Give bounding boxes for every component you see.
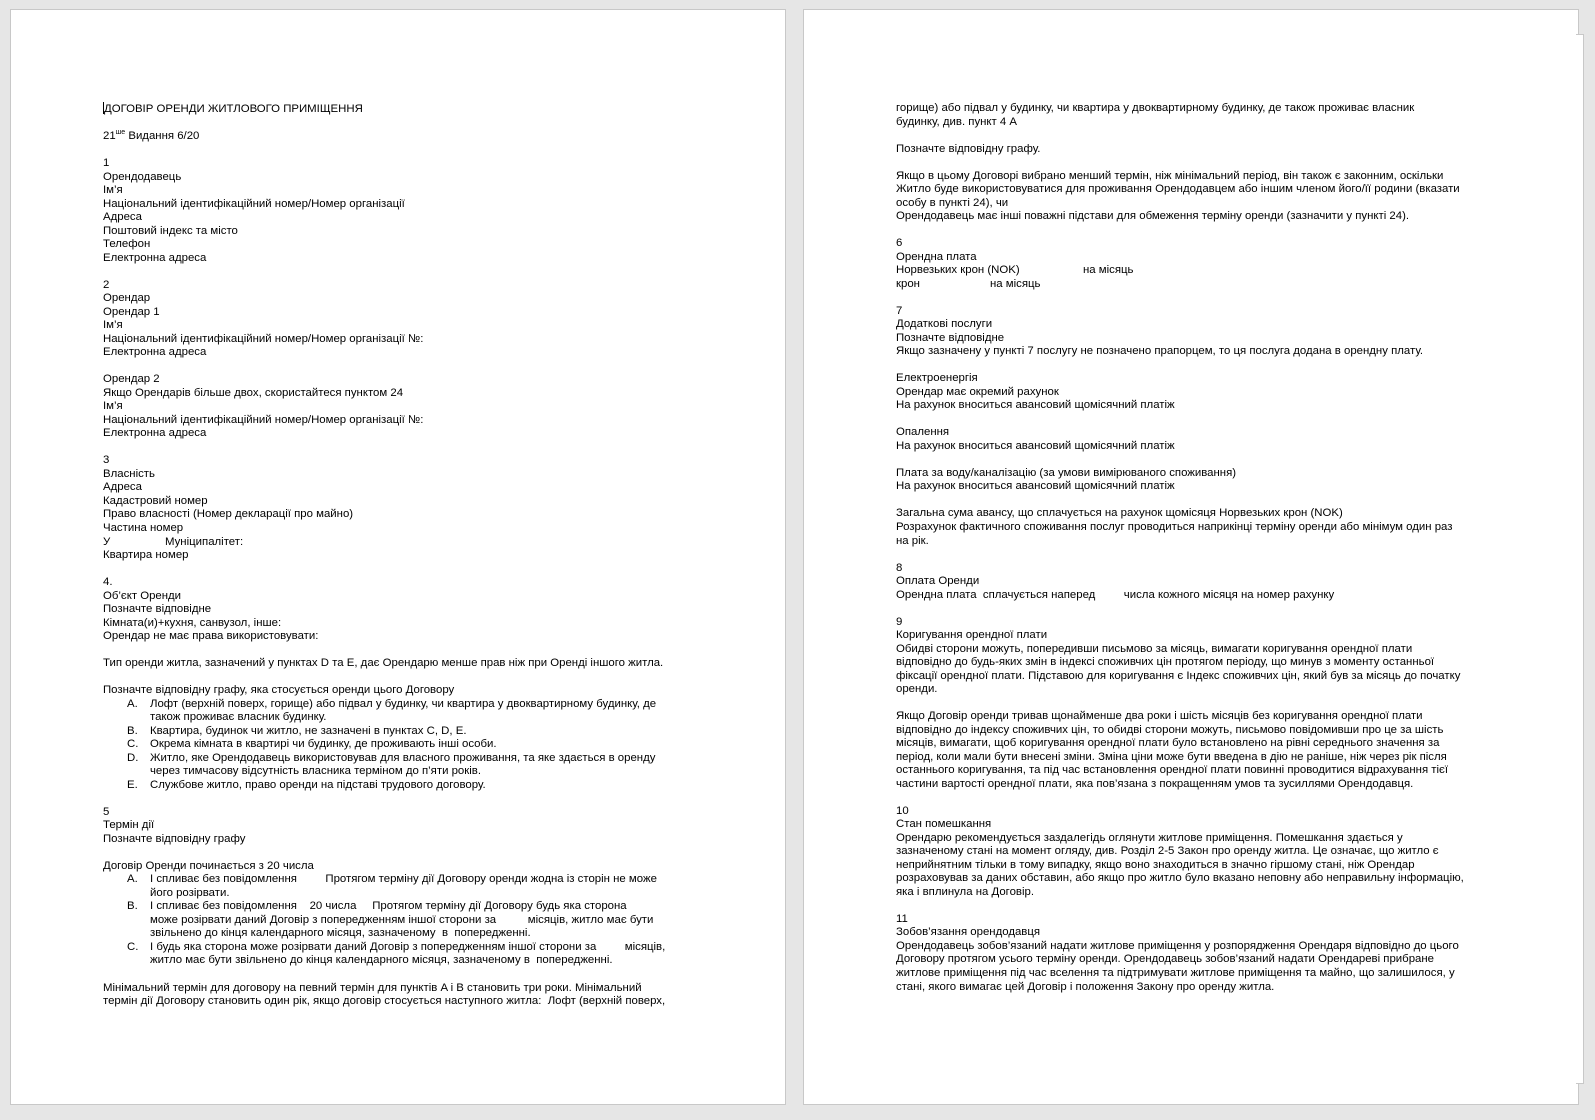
rent-krone-line: крон на місяць	[896, 277, 1041, 290]
body-line: Якщо Договір оренди тривав щонайменше два роки і шість місяців без коригування орендної плати	[896, 710, 1423, 723]
body-line: термін дії Договору становить один рік, якщо договір стосується наступного житла: Лофт (верхній поверх,	[103, 995, 666, 1008]
field-label: Квартира номер	[103, 549, 189, 562]
body-line: Мінімальний термін для договору на певний термін для пунктів A і B становить три роки. Мінімальний	[103, 981, 642, 994]
section-number: 4.	[103, 576, 113, 589]
body-line: Орендодавець зобов’язаний надати житлове приміщення у розпорядження Орендаря відповідно до цього	[896, 939, 1459, 952]
section-heading: Зобов’язання орендодавця	[896, 926, 1041, 939]
list-item: B. І спливає без повідомлення 20 числа Протягом терміну дії Договору будь яка сторона може розірвати даний Договір з попередженням іншої сторони за місяців, житло має бути звільнено до кінця календарного місяця, зазначеному в попередженні.	[127, 900, 654, 940]
section-number: 10	[896, 804, 909, 817]
body-line: Позначте відповідну графу	[103, 832, 246, 845]
subsection-label: Орендар 1	[103, 305, 160, 318]
field-label: Адреса	[103, 481, 142, 494]
body-line: горище) або підвал у будинку, чи квартира у двоквартирному будинку, де також проживає власник	[896, 102, 1415, 114]
section-heading: Орендодавець	[103, 170, 182, 183]
section-number: 8	[896, 561, 903, 574]
body-line: Якщо зазначену у пункті 7 послугу не позначено прапорцем, то ця послуга додана в орендну плату.	[896, 345, 1424, 358]
field-label: Електронна адреса	[103, 251, 207, 264]
rent-nok-line: Норвезьких крон (NOK) на місяць	[896, 264, 1134, 277]
service-heading: Опалення	[896, 426, 950, 439]
page-2-text	[896, 102, 1496, 994]
field-label: Електронна адреса	[103, 346, 207, 359]
section-heading: Оплата Оренди	[896, 575, 980, 588]
body-line: На рахунок вноситься авансовий щомісячний платіж	[896, 399, 1175, 412]
field-label: Частина номер	[103, 521, 184, 534]
body-line: період, коли мали бути внесені зміни. Зміна ціни може бути введена в дію не раніше, ніж через рік після	[896, 750, 1447, 763]
field-label: Ім’я	[103, 184, 123, 197]
subsection-label: Орендар 2	[103, 373, 160, 386]
body-paragraph: Тип оренди житла, зазначений у пунктах D та E, дає Орендарю менше прав ніж при Оренді іншого житла.	[103, 657, 664, 670]
body-line: особу в пункті 24), чи	[896, 196, 1009, 209]
list-item: A. І спливає без повідомлення Протягом терміну дії Договору оренди жодна із сторін не може його розірвати.	[127, 873, 657, 899]
section-heading: Орендна плата	[896, 250, 977, 263]
body-line: Орендарю рекомендується заздалегідь оглянути житлове приміщення. Помешкання здається у	[896, 831, 1403, 844]
body-line: Загальна сума авансу, що сплачується на рахунок щомісяця Норвезьких крон (NOK)	[896, 507, 1343, 520]
field-label: Право власності (Номер декларації про майно)	[103, 508, 354, 521]
body-line: Позначте відповідне	[896, 331, 1005, 344]
list-item: C. Окрема кімната в квартирі чи будинку, де проживають інші особи.	[127, 738, 497, 751]
section-heading: Стан помешкання	[896, 818, 992, 831]
section-heading: Коригування орендної плати	[896, 629, 1048, 642]
service-heading: Плата за воду/каналізацію (за умови вимірюваного споживання)	[896, 466, 1237, 479]
body-line: Позначте відповідну графу, яка стосується оренди цього Договору	[103, 684, 455, 697]
section-heading: Об’єкт Оренди	[103, 589, 182, 602]
body-line: Орендодавець має інші поважні підстави для обмеження терміну оренди (зазначити у пункті 24).	[896, 210, 1410, 223]
body-line: Обидві сторони можуть, попередивши письмово за місяць, вимагати коригування орендної плати	[896, 642, 1413, 655]
body-line: На рахунок вноситься авансовий щомісячний платіж	[896, 439, 1175, 452]
body-line: Орендар має окремий рахунок	[896, 385, 1059, 398]
section-number: 6	[896, 237, 903, 250]
body-line: фіксації орендної плати. Підставою для коригування є Індекс споживчих цін, який був за місяць до початку	[896, 669, 1461, 682]
body-line: відповідно до будь-яких змін в індексі споживчих цін протягом періоду, що минув з моменту останньої	[896, 656, 1435, 669]
next-page-edge	[1576, 34, 1584, 1084]
body-line: Орендар не має права використовувати:	[103, 630, 319, 643]
field-label: Національний ідентифікаційний номер/Номер організації №:	[103, 332, 424, 345]
section-number: 9	[896, 615, 903, 628]
body-line: Договір Оренди починається з 20 числа	[103, 859, 314, 872]
body-line: зазначеному стані на момент огляду, див. Розділ 2-5 Закон про оренду житла. Це означає, що житло є	[896, 845, 1439, 858]
section-heading: Орендар	[103, 292, 151, 305]
body-line: відповідно до індексу споживчих цін, то обидві сторони можуть, письмово повідомивши про це за шість	[896, 723, 1444, 736]
document-title[interactable]: ДОГОВІР ОРЕНДИ ЖИТЛОВОГО ПРИМІЩЕННЯ	[104, 103, 363, 115]
body-line: розраховував за даних обставин, або якщо про житло було вказано неповну або неправильну інформацію,	[896, 872, 1464, 885]
body-line: стані, якого вимагає цей Договір і положення Закону про оренду житла.	[896, 980, 1275, 993]
document-page-2	[803, 9, 1579, 1105]
body-line: Кімната(и)+кухня, санвузол, інше:	[103, 616, 282, 629]
section-number: 11	[896, 912, 908, 925]
body-line: на рік.	[896, 534, 929, 547]
field-label: Якщо Орендарів більше двох, скористайтеся пунктом 24	[103, 386, 404, 399]
field-label: Електронна адреса	[103, 427, 207, 440]
body-line: частини вартості орендної плати, яка пов’язана з покращенням умов та зусиллями Орендодавця.	[896, 777, 1414, 790]
body-line: Розрахунок фактичного споживання послуг проводиться наприкінці терміну оренди або мінімум один раз	[896, 520, 1453, 533]
service-heading: Електроенергія	[896, 372, 978, 385]
field-label: Кадастровий номер	[103, 494, 208, 507]
field-label: Національний ідентифікаційний номер/Номер організації №:	[103, 413, 424, 426]
body-line: будинку, див. пункт 4 A	[896, 115, 1018, 128]
list-item: A. Лофт (верхній поверх, горище) або підвал у будинку, чи квартира у двоквартирному будинку, де також проживає власник будинку.	[127, 697, 657, 724]
body-line: житлове приміщення під час вселення та підтримувати житлове приміщення та майно, що залишилося, у	[896, 967, 1455, 979]
field-label: Поштовий індекс та місто	[103, 224, 238, 237]
section-number: 1	[103, 157, 110, 170]
body-line: місяців, вимагати, щоб коригування орендної плати було встановлено на рівні середнього значення за	[896, 737, 1440, 750]
body-line: Житло буде використовуватися для проживання Орендодавцем або іншим членом його/її родини (вказати	[896, 183, 1460, 196]
body-line: Договору протягом усього терміну оренди. Орендодавець зобов’язаний надати Орендареві прибране	[896, 953, 1434, 966]
body-line: Орендна плата сплачується наперед числа кожного місяця на номер рахунку	[896, 588, 1335, 601]
section-heading: Додаткові послуги	[896, 318, 993, 331]
field-label: Адреса	[103, 211, 142, 224]
section-number: 7	[896, 304, 903, 317]
list-item: E. Службове житло, право оренди на підставі трудового договору.	[127, 778, 486, 791]
section-heading: Термін дії	[103, 819, 155, 832]
section-number: 2	[103, 278, 110, 291]
page-1-text	[103, 102, 703, 1009]
body-line: На рахунок вноситься авансовий щомісячний платіж	[896, 480, 1175, 493]
section-number: 3	[103, 454, 110, 467]
municipality-line: У Муніципалітет:	[103, 535, 244, 548]
field-label: Ім’я	[103, 400, 123, 413]
body-line: Позначте відповідне	[103, 603, 212, 616]
field-label: Ім’я	[103, 319, 123, 332]
list-item: B. Квартира, будинок чи житло, не зазначені в пунктах C, D, E.	[127, 724, 467, 737]
document-page-1	[10, 9, 786, 1105]
section-number: 5	[103, 805, 110, 818]
body-line: неприйнятним тільки в тому випадку, якщо воно знаходиться в значно гіршому стані, ніж Орендар	[896, 858, 1415, 871]
list-item: D. Житло, яке Орендодавець використовував для власного проживання, та яке здається в оренду через тимчасову відсутність власника терміном до п’яти років.	[127, 751, 656, 778]
edition-line: $21^{ше}$ Видання 6/20	[103, 129, 200, 143]
body-line: Якщо в цьому Договорі вибрано менший термін, ніж мінімальний період, він також є законним, оскільки	[896, 169, 1444, 182]
list-item: C. І будь яка сторона може розірвати даний Договір з попередженням іншої сторони за місяців, житло має бути звільнено до кінця календарного місяця, зазначеному в попередженні.	[127, 940, 666, 967]
section-heading: Власність	[103, 467, 155, 480]
body-line: оренди.	[896, 683, 938, 696]
field-label: Національний ідентифікаційний номер/Номер організації	[103, 197, 405, 210]
body-line: яка і вплинула на Договір.	[896, 885, 1034, 898]
body-line: останнього коригування, та під час встановлення орендної плати повинні проводитися відрахування тієї	[896, 764, 1448, 777]
field-label: Телефон	[103, 238, 151, 251]
body-line: Позначте відповідну графу.	[896, 142, 1041, 155]
